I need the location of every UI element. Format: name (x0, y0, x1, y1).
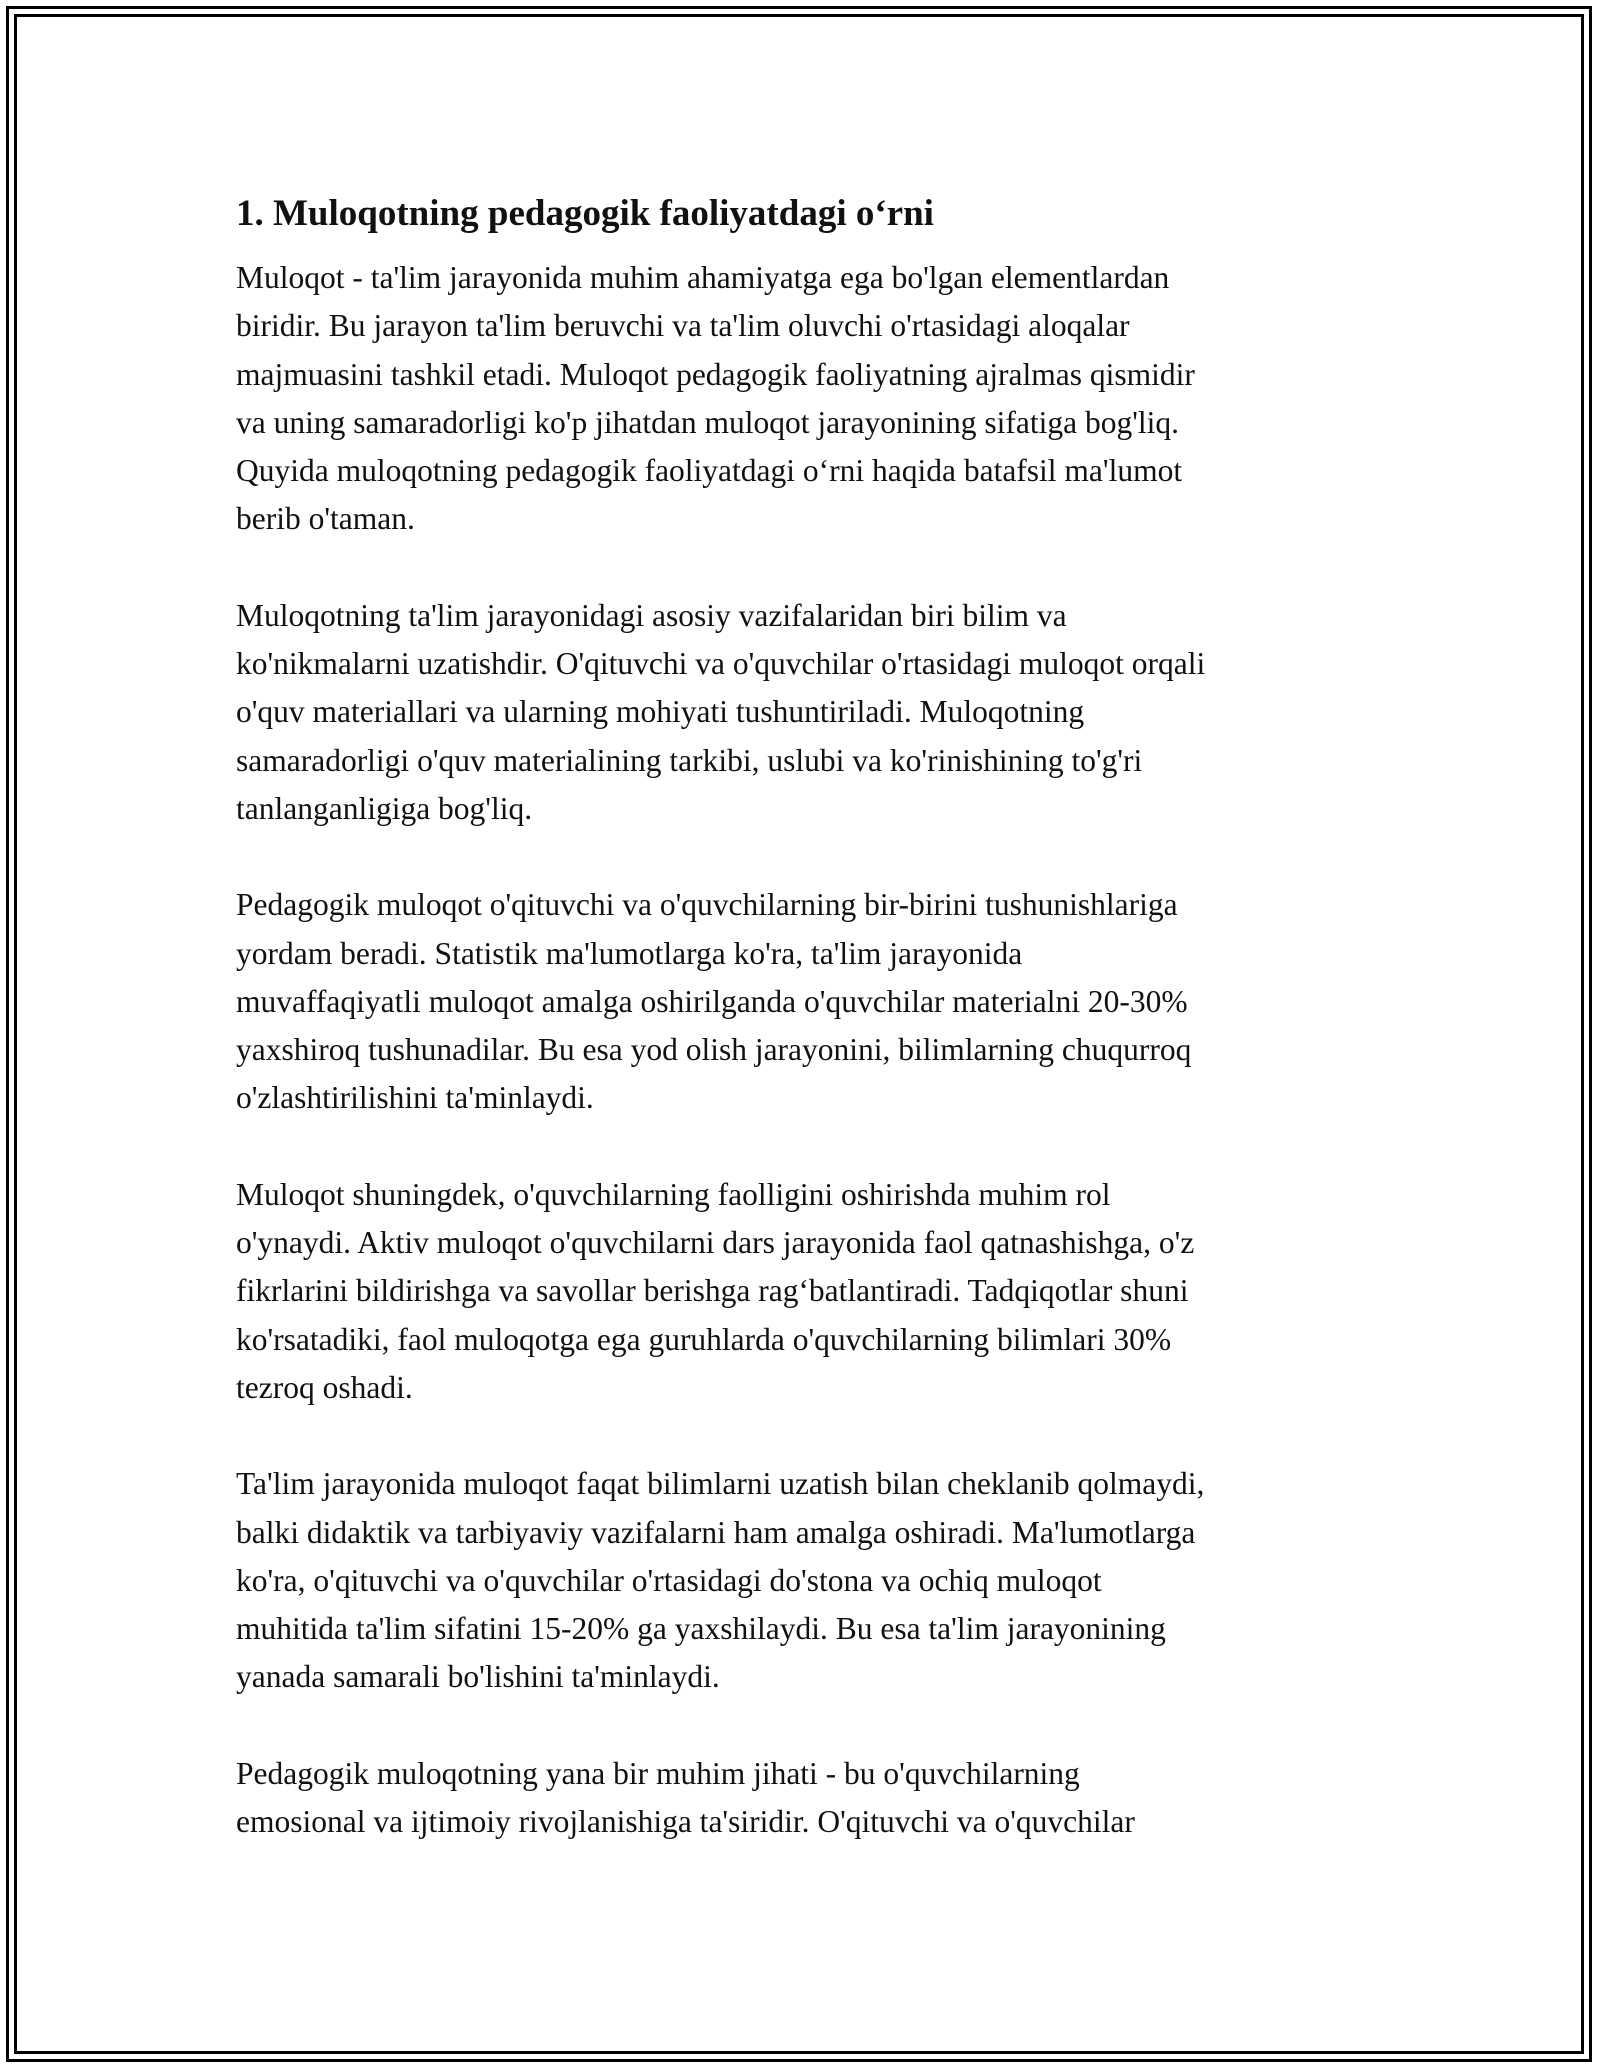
paragraph-line: Muloqotning ta'lim jarayonidagi asosiy vazifalaridan biri bilim va (236, 597, 1067, 633)
document-body (236, 188, 1376, 1894)
paragraph-3 (236, 881, 1376, 1122)
paragraph-2 (236, 592, 1376, 833)
paragraph-line: muvaffaqiyatli muloqot amalga oshirilganda o'quvchilar materialni 20-30% (236, 983, 1188, 1019)
paragraph-line: fikrlarini bildirishga va savollar berishga rag‘batlantiradi. Tadqiqotlar shuni (236, 1273, 1189, 1309)
paragraph-line: Quyida muloqotning pedagogik faoliyatdagi o‘rni haqida batafsil ma'lumot (236, 453, 1183, 489)
paragraph-1 (236, 254, 1376, 544)
paragraph-line: o'zlashtirilishini ta'minlaydi. (236, 1080, 594, 1116)
paragraph-4 (236, 1171, 1376, 1412)
paragraph-line: emosional va ijtimoiy rivojlanishiga ta'siridir. O'qituvchi va o'quvchilar (236, 1804, 1135, 1840)
paragraph-line: samaradorligi o'quv materialining tarkibi, uslubi va ko'rinishining to'g'ri (236, 742, 1143, 778)
paragraph-line: muhitida ta'lim sifatini 15-20% ga yaxshilaydi. Bu esa ta'lim jarayonining (236, 1611, 1166, 1647)
paragraph-line: balki didaktik va tarbiyaviy vazifalarni ham amalga oshiradi. Ma'lumotlarga (236, 1514, 1196, 1550)
paragraph-line: o'quv materiallari va ularning mohiyati tushuntiriladi. Muloqotning (236, 694, 1085, 730)
paragraph-5 (236, 1460, 1376, 1701)
paragraph-line: Muloqot - ta'lim jarayonida muhim ahamiyatga ega bo'lgan elementlardan (236, 260, 1170, 295)
paragraph-line: o'ynaydi. Aktiv muloqot o'quvchilarni dars jarayonida faol qatnashishga, o'z (236, 1225, 1195, 1261)
paragraph-line: berib o'taman. (236, 501, 415, 537)
paragraph-line: Pedagogik muloqotning yana bir muhim jihati - bu o'quvchilarning (236, 1755, 1080, 1791)
paragraph-line: tezroq oshadi. (236, 1369, 413, 1405)
paragraph-line: yaxshiroq tushunadilar. Bu esa yod olish jarayonini, bilimlarning chuqurroq (236, 1032, 1192, 1068)
paragraph-6 (236, 1750, 1376, 1847)
paragraph-line: ko'nikmalarni uzatishdir. O'qituvchi va o'quvchilar o'rtasidagi muloqot orqali (236, 646, 1206, 682)
paragraph-line: majmuasini tashkil etadi. Muloqot pedagogik faoliyatning ajralmas qismidir (236, 356, 1195, 392)
paragraph-line: tanlanganligiga bog'liq. (236, 790, 533, 826)
paragraph-line: yanada samarali bo'lishini ta'minlaydi. (236, 1659, 720, 1695)
paragraph-line: va uning samaradorligi ko'p jihatdan muloqot jarayonining sifatiga bog'liq. (236, 404, 1180, 440)
paragraph-line: ko'rsatadiki, faol muloqotga ega guruhlarda o'quvchilarning bilimlari 30% (236, 1321, 1172, 1357)
section-heading: 1. Muloqotning pedagogik faoliyatdagi o‘rni (236, 193, 934, 234)
paragraph-line: yordam beradi. Statistik ma'lumotlarga ko'ra, ta'lim jarayonida (236, 935, 1023, 971)
paragraph-line: ko'ra, o'qituvchi va o'quvchilar o'rtasidagi do'stona va ochiq muloqot (236, 1562, 1102, 1598)
paragraph-line: biridir. Bu jarayon ta'lim beruvchi va ta'lim oluvchi o'rtasidagi aloqalar (236, 308, 1130, 344)
paragraph-line: Muloqot shuningdek, o'quvchilarning faolligini oshirishda muhim rol (236, 1176, 1111, 1212)
paragraph-line: Ta'lim jarayonida muloqot faqat bilimlarni uzatish bilan cheklanib qolmaydi, (236, 1466, 1205, 1502)
paragraph-line: Pedagogik muloqot o'qituvchi va o'quvchilarning bir-birini tushunishlariga (236, 887, 1178, 923)
